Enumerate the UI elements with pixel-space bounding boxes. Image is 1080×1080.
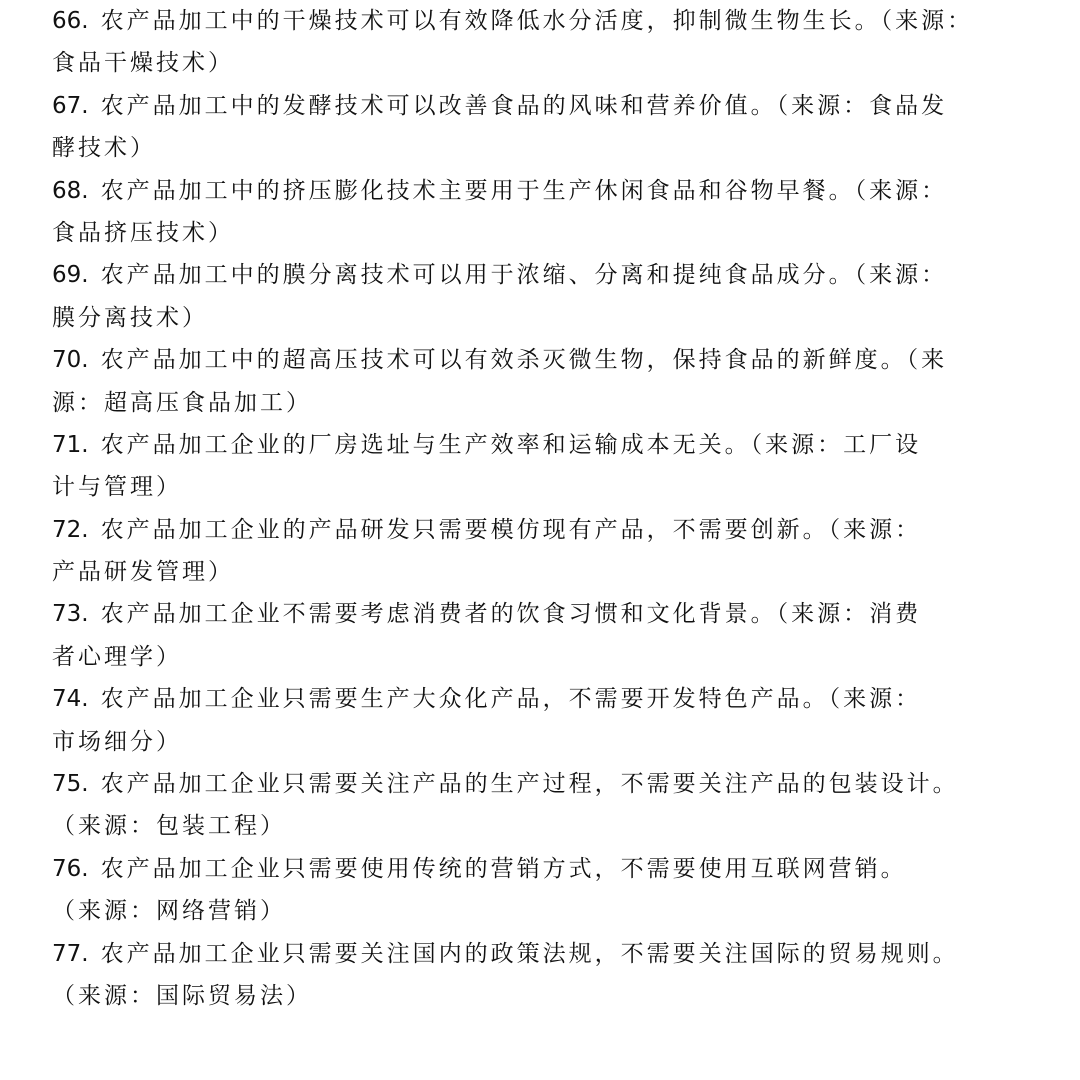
item-first-line [52,424,1062,466]
item-number: 74. [52,686,89,713]
item-number: 76. [52,855,89,882]
item-text: 农产品加工企业只需要使用传统的营销方式，不需要使用互联网营销。 [100,855,907,882]
item-continuation: 源：超高压食品加工） [52,389,312,416]
item-first-line [52,170,1062,212]
item-text: 农产品加工企业只需要生产大众化产品，不需要开发特色产品。（来源： [100,686,922,713]
item-number: 68. [52,177,89,204]
item-text: 农产品加工企业只需要关注产品的生产过程，不需要关注产品的包装设计。 [100,771,959,798]
item-text: 农产品加工中的膜分离技术可以用于浓缩、分离和提纯食品成分。（来源： [100,262,948,289]
item-first-line [52,848,1062,890]
list-item [52,170,1062,255]
item-number: 70. [52,347,89,374]
item-continuation: 食品干燥技术） [52,50,234,77]
item-number: 69. [52,262,89,289]
item-continuation: 酵技术） [52,135,156,162]
item-first-line [52,254,1062,296]
list-item [52,339,1062,424]
item-text: 农产品加工中的挤压膨化技术主要用于生产休闲食品和谷物早餐。（来源： [100,177,948,204]
item-continuation: 膜分离技术） [52,304,208,331]
document-body [52,0,1062,1017]
list-item [52,424,1062,509]
item-text: 农产品加工企业只需要关注国内的政策法规，不需要关注国际的贸易规则。 [100,940,959,967]
item-first-line [52,593,1062,635]
item-first-line [52,509,1062,551]
item-continuation: 产品研发管理） [52,559,234,586]
list-item [52,254,1062,339]
item-first-line [52,763,1062,805]
list-item [52,85,1062,170]
list-item [52,509,1062,594]
list-item [52,933,1062,1018]
item-first-line [52,339,1062,381]
item-text: 农产品加工中的超高压技术可以有效杀灭微生物，保持食品的新鲜度。（来 [100,347,948,374]
list-item [52,593,1062,678]
item-number: 75. [52,771,89,798]
item-number: 73. [52,601,89,628]
item-continuation: （来源：网络营销） [52,898,286,925]
item-number: 77. [52,940,89,967]
item-continuation: 者心理学） [52,643,182,670]
item-continuation: 食品挤压技术） [52,219,234,246]
item-first-line [52,0,1062,42]
item-text: 农产品加工企业不需要考虑消费者的饮食习惯和文化背景。（来源：消费 [100,601,922,628]
item-text: 农产品加工企业的厂房选址与生产效率和运输成本无关。（来源：工厂设 [100,431,922,458]
item-number: 71. [52,431,89,458]
item-text: 农产品加工中的发酵技术可以改善食品的风味和营养价值。（来源：食品发 [100,92,948,119]
item-continuation: （来源：包装工程） [52,813,286,840]
item-number: 72. [52,516,89,543]
list-item [52,678,1062,763]
item-continuation: 计与管理） [52,474,182,501]
item-text: 农产品加工企业的产品研发只需要模仿现有产品，不需要创新。（来源： [100,516,922,543]
item-number: 67. [52,92,89,119]
item-first-line [52,678,1062,720]
list-item [52,763,1062,848]
list-item [52,848,1062,933]
item-continuation: （来源：国际贸易法） [52,982,312,1009]
list-item [52,0,1062,85]
item-first-line [52,85,1062,127]
item-first-line [52,933,1062,975]
item-number: 66. [52,8,89,34]
item-continuation: 市场细分） [52,728,182,755]
item-text: 农产品加工中的干燥技术可以有效降低水分活度，抑制微生物生长。（来源： [100,8,974,34]
